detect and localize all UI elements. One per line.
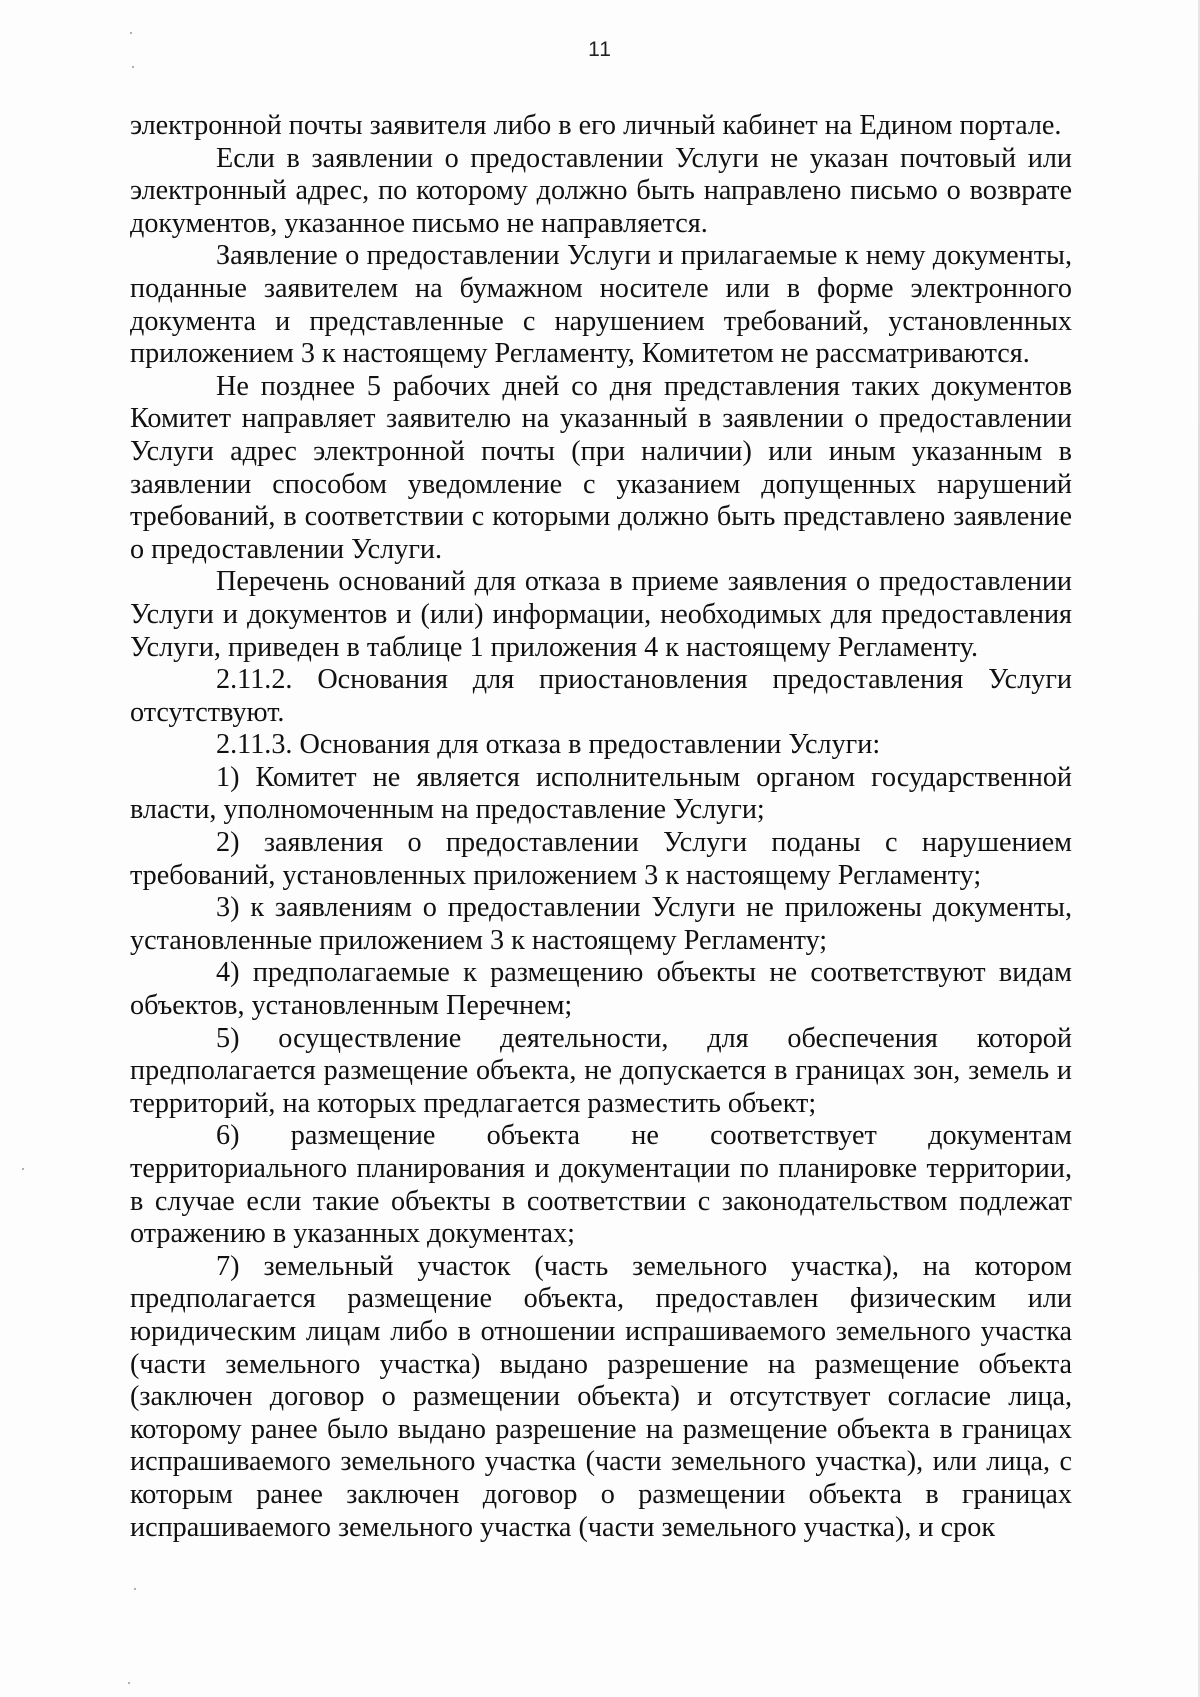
list-item-2: 2) заявления о предоставлении Услуги поданы с нарушением требований, установленных приложением 3 к настоящему Регламенту; — [130, 827, 1072, 891]
section-2-11-3-heading: 2.11.3. Основания для отказа в предоставлении Услуги: — [216, 729, 881, 761]
list-item-4: 4) предполагаемые к размещению объекты не соответствуют видам объектов, установленным Перечнем; — [130, 957, 1072, 1022]
scan-speck — [22, 1168, 24, 1170]
paragraph-not-considered: Заявление о предоставлении Услуги и прилагаемые к нему документы, поданные заявителем на бумажном носителе или в форме электронного документа и представленные с нарушением требований, установленных приложением 3 к настоящему Регламенту, Комитетом не рассматриваются. — [130, 240, 1072, 370]
paragraph-notification: Не позднее 5 рабочих дней со дня представления таких документов Комитет направляет заявителю на указанный в заявлении о предоставлении Услуги адрес электронной почты (при наличии) или иным указанным в заявлении способом уведомление с указанием допущенных нарушений требований, в соответствии с которыми должно быть представлено заявление о предоставлении Услуги. — [130, 370, 1072, 565]
list-item-6: 6) размещение объекта не соответствует документам территориального планирования и документации по планировке территории, в случае если такие объекты в соответствии с законодательством подлежат отражению в указанных документах; — [130, 1120, 1072, 1250]
paragraph-refusal-list: Перечень оснований для отказа в приеме заявления о предоставлении Услуги и документов и (или) информации, необходимых для предоставления Услуги, приведен в таблице 1 приложения 4 к настоящему Регламенту. — [130, 566, 1072, 663]
list-item-1: 1) Комитет не является исполнительным органом государственной власти, уполномоченным на предоставление Услуги; — [130, 761, 1072, 826]
document-body — [130, 110, 1072, 1544]
paragraph-continuation: электронной почты заявителя либо в его личный кабинет на Едином портале. — [130, 110, 1062, 141]
scan-speck — [130, 32, 132, 34]
scan-speck — [134, 1588, 136, 1590]
paragraph-no-address: Если в заявлении о предоставлении Услуги не указан почтовый или электронный адрес, по которому должно быть направлено письмо о возврате документов, указанное письмо не направляется. — [130, 142, 1072, 239]
list-item-5: 5) осуществление деятельности, для обеспечения которой предполагается размещение объекта, не допускается в границах зон, земель и территорий, на которых предлагается разместить объект; — [130, 1022, 1072, 1119]
list-item-7: 7) земельный участок (часть земельного участка), на котором предполагается размещение объекта, предоставлен физическим или юридическим лицам либо в отношении испрашиваемого земельного участка (части земельного участка) выдано разрешение на размещение объекта (заключен договор о размещении объекта) и отсутствует согласие лица, которому ранее было выдано разрешение на размещение объекта в границах испрашиваемого земельного участка (части земельного участка), или лица, с которым ранее заключен договор о размещении объекта в границах испрашиваемого земельного участка (части земельного участка), и срок — [130, 1250, 1072, 1543]
section-2-11-2: 2.11.2. Основания для приостановления предоставления Услуги отсутствуют. — [130, 664, 1072, 728]
scan-speck — [128, 1682, 130, 1684]
page-number: 11 — [588, 38, 612, 61]
list-item-3: 3) к заявлениям о предоставлении Услуги не приложены документы, установленные приложением 3 к настоящему Регламенту; — [130, 892, 1072, 956]
scan-speck — [132, 66, 134, 68]
